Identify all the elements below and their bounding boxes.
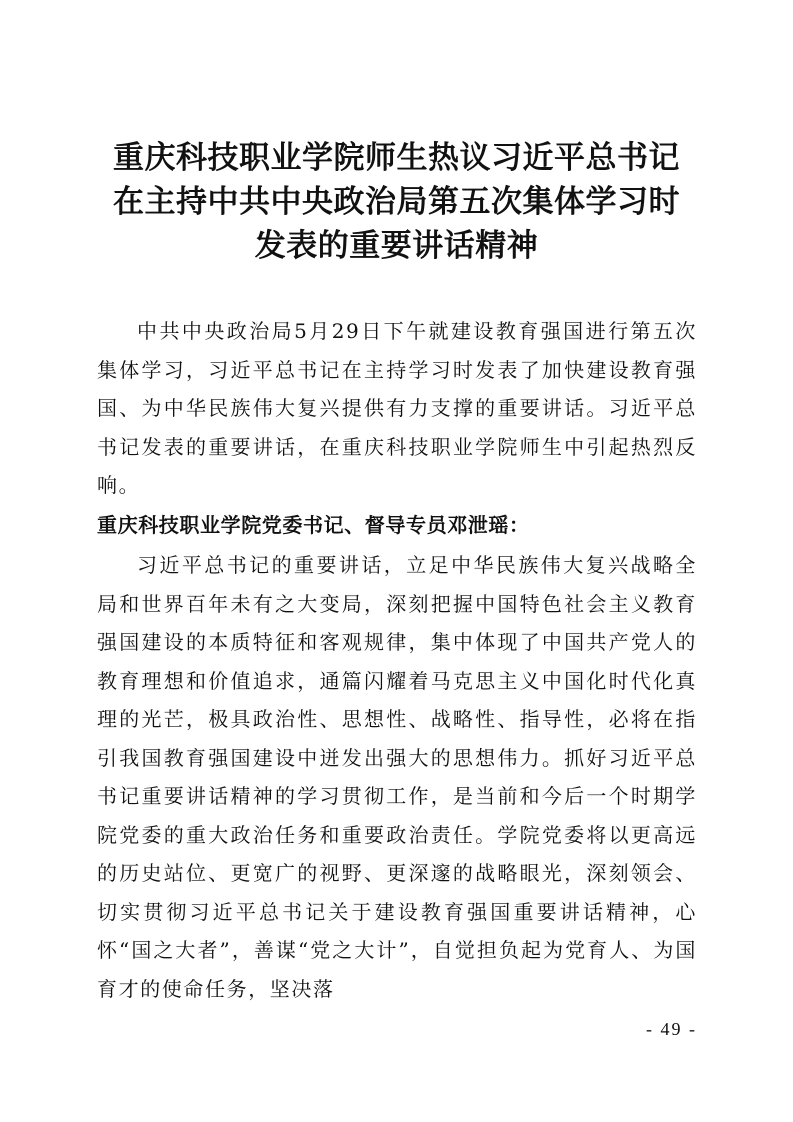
speaker-heading: 重庆科技职业学院党委书记、督导专员邓泄瑶： (97, 513, 530, 537)
title-line-3: 发表的重要讲话精神 (254, 228, 539, 264)
speech-paragraph: 习近平总书记的重要讲话，立足中华民族伟大复兴战略全局和世界百年未有之大变局，深刻把握中国特色社会主义教育强国建设的本质特征和客观规律，集中体现了中国共产党人的教育理想和价值追求，通篇闪耀着马克思主义中国化时代化真理的光芒，极具政治性、思想性、战略性、指导性，必将在指引我国教育强国建设中迸发出强大的思想伟力。抓好习近平总书记重要讲话精神的学习贯彻工作，是当前和今后一个时期学院党委的重大政治任务和重要政治责任。学院党委将以更高远的历史站位、更宽广的视野、更深邃的战略眼光，深刻领会、切实贯彻习近平总书记关于建设教育强国重要讲话精神，心怀“国之大者”，善谋“党之大计”，自觉担负起为党育人、为国育才的使命任务，坚决落 (97, 553, 697, 1001)
article-title (0, 136, 793, 268)
page-number: - 49 - (646, 1019, 697, 1039)
title-line-1: 重庆科技职业学院师生热议习近平总书记 (113, 140, 680, 176)
title-line-2: 在主持中共中央政治局第五次集体学习时 (113, 184, 680, 220)
intro-paragraph: 中共中央政治局5月29日下午就建设教育强国进行第五次集体学习，习近平总书记在主持学习时发表了加快建设教育强国、为中华民族伟大复兴提供有力支撑的重要讲话。习近平总书记发表的重要讲话，在重庆科技职业学院师生中引起热烈反响。 (97, 319, 697, 497)
